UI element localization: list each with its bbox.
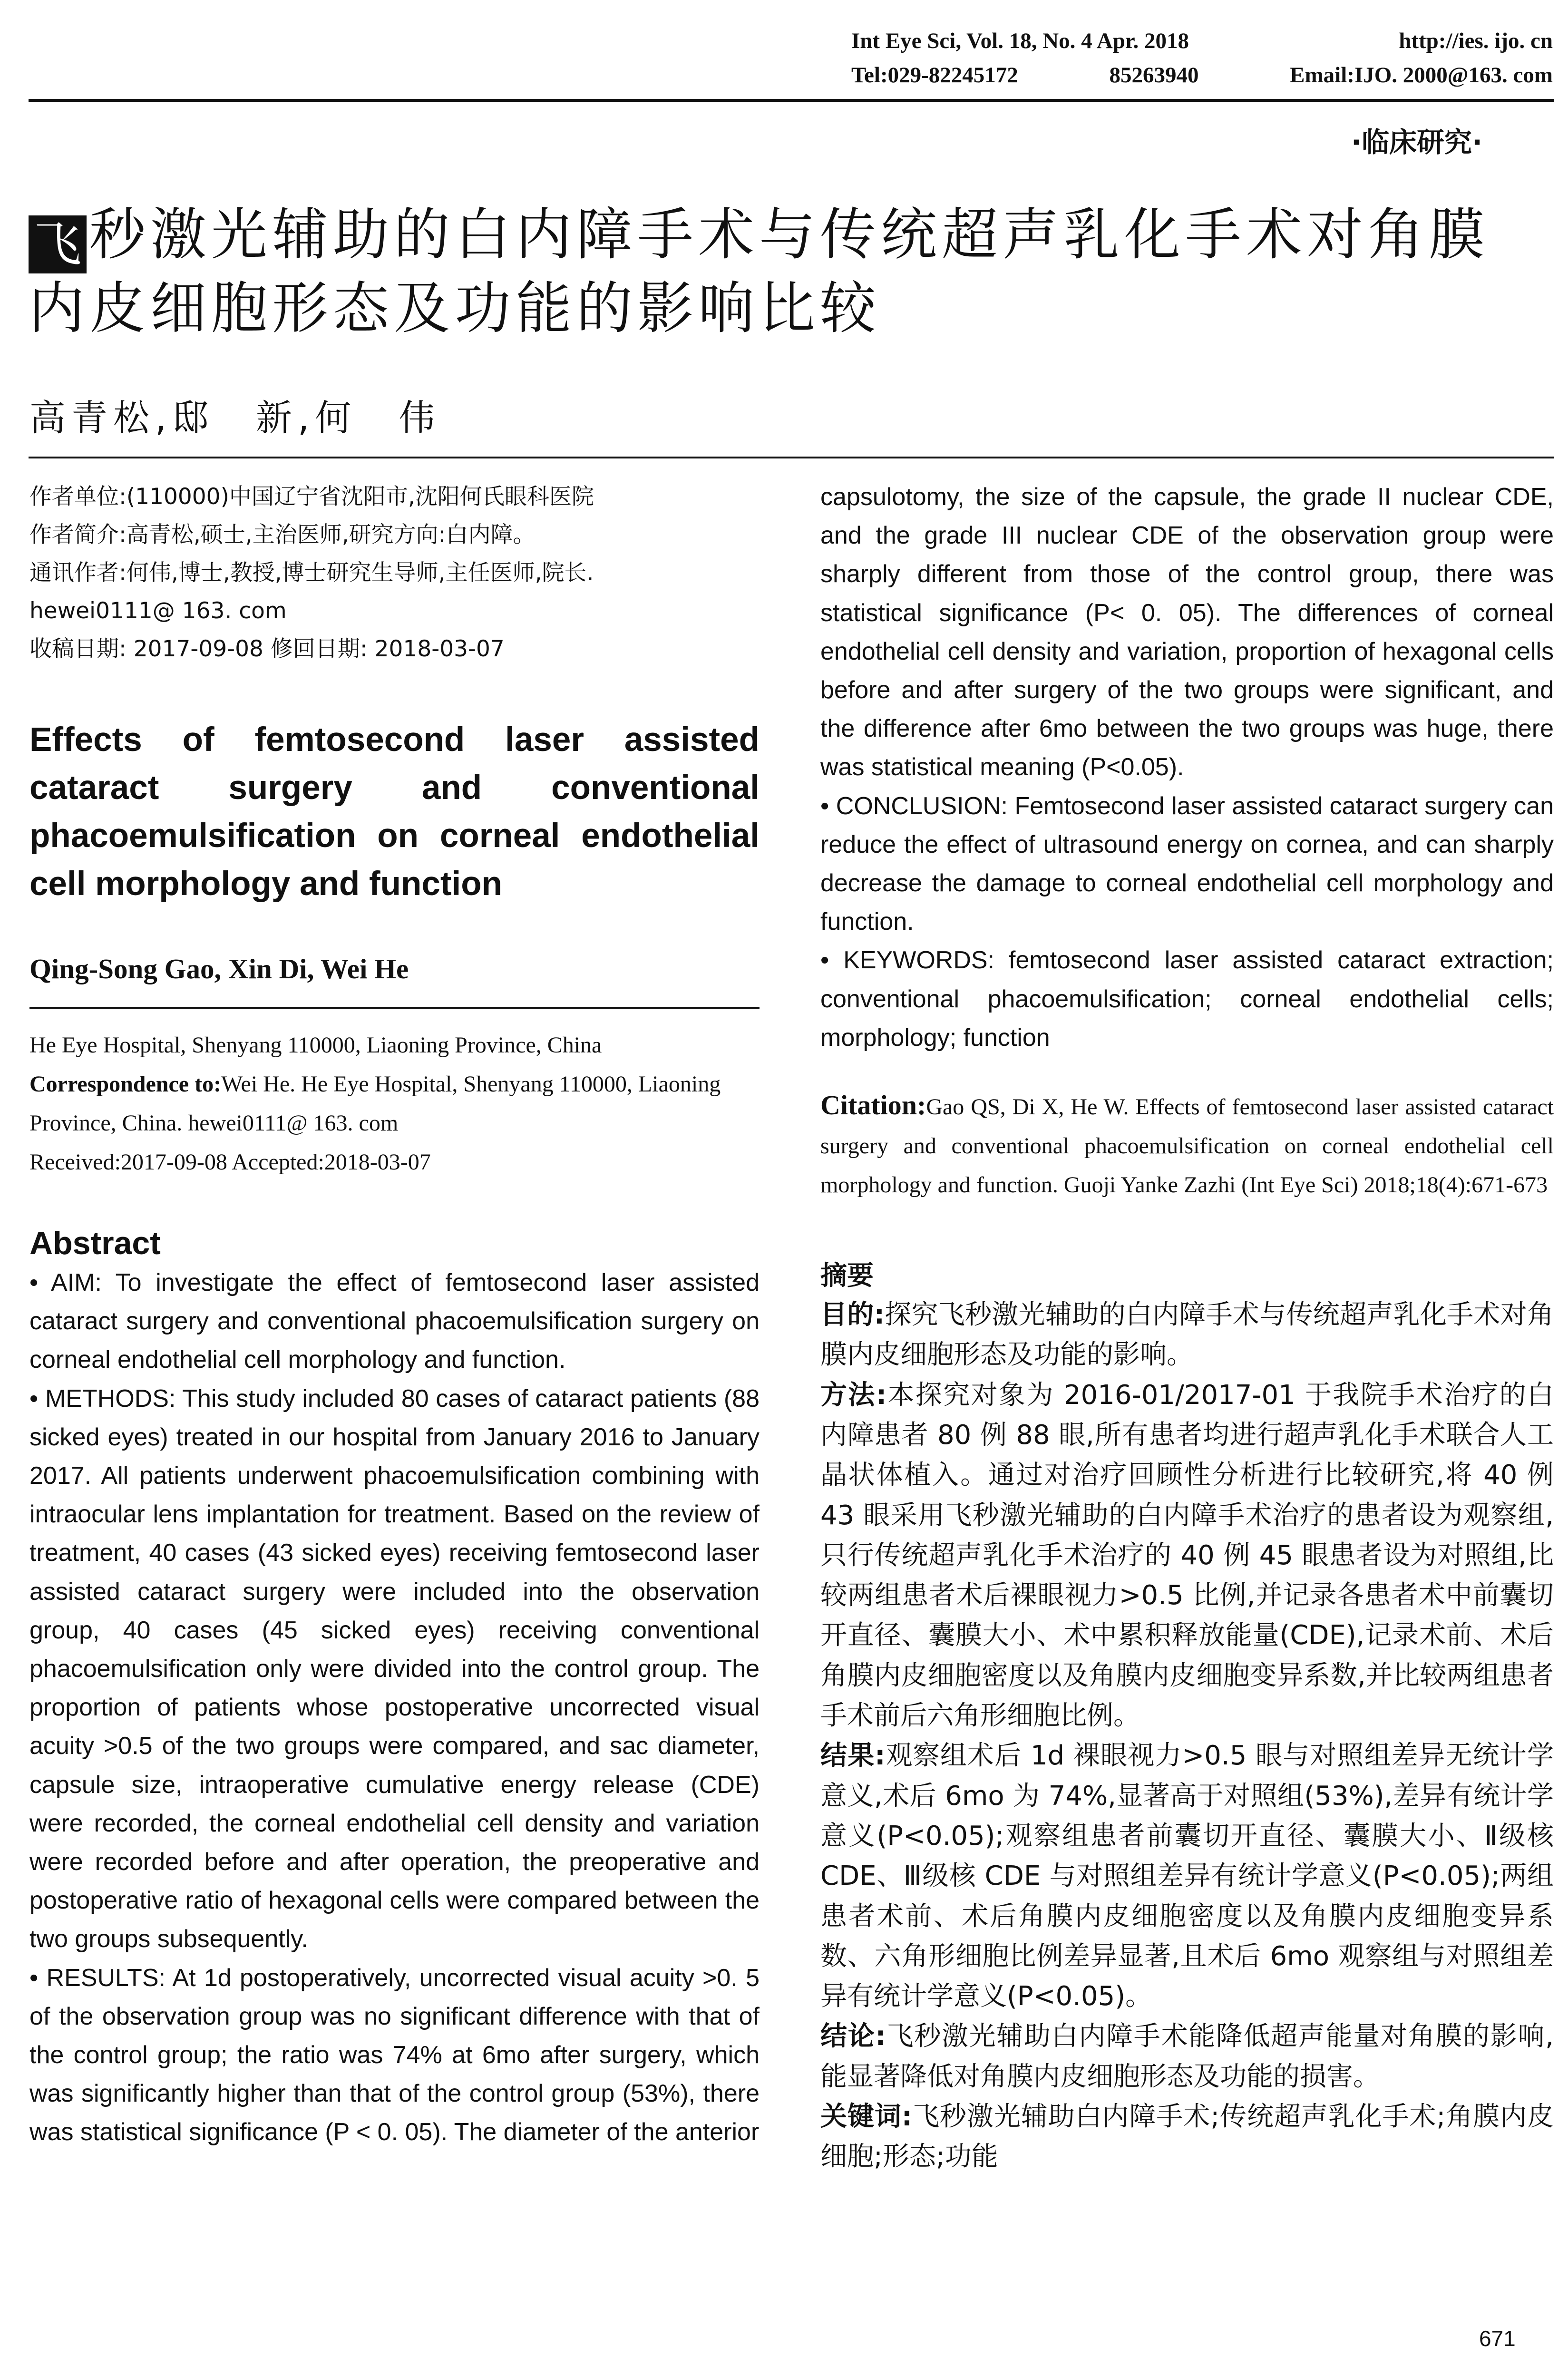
abstract-methods: • METHODS: This study included 80 cases of cataract patients (88 sicked eyes) treated in our hospital from January 2016 to January 2017. All patients underwent phacoemulsification combining with intraocular lens implantation for treatment. Based on the review of treatment, 40 cases (43 sicked eyes) receiving femtosecond laser assisted cataract surgery were included into the observation group, 40 cases (45 sicked eyes) receiving conventional phacoemulsification only were divided into the control group. The proportion of patients whose postoperative uncorrected visual acuity >0.5 of the two groups were compared, and sac diameter, capsule size, intraoperative cumulative energy release (CDE) were recorded, the corneal endothelial cell density and variation were recorded before and after operation, the preoperative and postoperative ratio of hexagonal cells were compared between the two groups subsequently. (29, 1384, 760, 1953)
affiliation-line: He Eye Hospital, Shenyang 110000, Liaoning Province, China (29, 1033, 602, 1058)
english-authors: Qing-Song Gao, Xin Di, Wei He (29, 953, 409, 984)
english-title: Effects of femtosecond laser assisted cataract surgery and conventional phacoemulsification on corneal endothelial cell morphology and function (29, 721, 760, 903)
title-initial-glyph: 飞 (29, 215, 87, 273)
dates-cn: 收稿日期: 2017-09-08 修回日期: 2018-03-07 (29, 636, 505, 662)
abstract-aim: • AIM: To investigate the effect of femtosecond laser assisted cataract surgery and conventional phacoemulsification surgery on corneal endothelial cell morphology and function. (29, 1269, 760, 1374)
author-info-cn (29, 478, 760, 668)
title-rule (29, 457, 1554, 458)
author-unit: 作者单位:(110000)中国辽宁省沈阳市,沈阳何氏眼科医院 (29, 484, 594, 510)
section-tag: ·临床研究· (1351, 126, 1482, 158)
abstract-right (820, 478, 1554, 1057)
cn-abstract-heading: 摘要 (820, 1260, 874, 1292)
authors-chinese: 高青松,邸 新,何 伟 (29, 397, 441, 439)
received-accepted: Received:2017-09-08 Accepted:2018-03-07 (29, 1150, 431, 1175)
corresponding-email[interactable]: hewei0111@ 163. com (29, 598, 287, 624)
article-title (29, 200, 1560, 343)
abstract-conclusion: • CONCLUSION: Femtosecond laser assisted cataract surgery can reduce the effect of ultrasound energy on cornea, and can sharply decrease the damage to corneal endothelial cell morphology and function. (820, 792, 1554, 936)
running-header (851, 24, 1553, 92)
page-number: 671 (1479, 2326, 1516, 2351)
header-journal: Int Eye Sci, Vol. 18, No. 4 Apr. 2018 (851, 29, 1189, 53)
title-line-2: 内皮细胞形态及功能的影响比较 (29, 275, 881, 341)
affiliation (29, 1026, 760, 1182)
abstract-keywords: • KEYWORDS: femtosecond laser assisted cataract extraction; conventional phacoemulsification; corneal endothelial cells; morphology; function (820, 946, 1554, 1052)
corresponding-author: 通讯作者:何伟,博士,教授,博士研究生导师,主任医师,院长. (29, 560, 594, 586)
left-column (29, 478, 760, 2152)
correspondence: Correspondence to:Wei He. He Eye Hospital, Shenyang 110000, Liaoning Province, China. hewei0111@ 163. com (29, 1072, 721, 1136)
abstract-results-part1: • RESULTS: At 1d postoperatively, uncorrected visual acuity >0. 5 of the observation group was no significant difference with that of the control group; the ratio was 74% at 6mo after surgery, which was significantly higher than that of the control group (53%), there was statistical significance (P < 0. 05). The diameter of the anterior (29, 1964, 760, 2146)
cn-keywords: 关键词:飞秒激光辅助白内障手术;传统超声乳化手术;角膜内皮细胞;形态;功能 (820, 2101, 1554, 2172)
header-tel2: 85263940 (1109, 63, 1199, 88)
header-rule (29, 99, 1554, 102)
abstract-left (29, 1264, 760, 2152)
header-email[interactable]: Email:IJO. 2000@163. com (1290, 63, 1553, 88)
right-column (820, 478, 1554, 2177)
citation-text: Gao QS, Di X, He W. Effects of femtosecond laser assisted cataract surgery and conventional phacoemulsification on corneal endothelial cell morphology and function. Guoji Yanke Zazhi (Int Eye Sci) 2018;18(4):671-673 (820, 1094, 1554, 1198)
author-bio: 作者简介:高青松,硕士,主治医师,研究方向:白内障。 (29, 522, 536, 548)
header-tel: Tel:029-82245172 (851, 63, 1018, 88)
cn-methods: 方法:本探究对象为 2016-01/2017-01 于我院手术治疗的白内障患者 80 例 88 眼,所有患者均进行超声乳化手术联合人工晶状体植入。通过对治疗回顾性分析进行比较研究,将 40 例 43 眼采用飞秒激光辅助的白内障手术治疗的患者设为观察组,只行传统超声乳化手术治疗的 40 例 45 眼患者设为对照组,比较两组患者术后裸眼视力>0.5 比例,并记录各患者术中前囊切开直径、囊膜大小、术中累积释放能量(CDE),记录术前、术后角膜内皮细胞密度以及角膜内皮细胞变异系数,并比较两组患者手术前后六角形细胞比例。 (820, 1379, 1554, 1732)
cn-aim: 目的:探究飞秒激光辅助的白内障手术与传统超声乳化手术对角膜内皮细胞形态及功能的影响。 (820, 1299, 1554, 1371)
citation-label: Citation: (820, 1090, 926, 1121)
abstract-heading: Abstract (29, 1225, 161, 1261)
cn-conclusion: 结论:飞秒激光辅助白内障手术能降低超声能量对角膜的影响,能显著降低对角膜内皮细胞形态及功能的损害。 (820, 2021, 1554, 2092)
title-line-1: 秒激光辅助的白内障手术与传统超声乳化手术对角膜 (89, 202, 1490, 267)
citation (820, 1086, 1554, 1205)
cn-results: 结果:观察组术后 1d 裸眼视力>0.5 眼与对照组差异无统计学意义,术后 6mo 为 74%,显著高于对照组(53%),差异有统计学意义(P<0.05);观察组患者前囊切开直径、囊膜大小、Ⅱ级核 CDE、Ⅲ级核 CDE 与对照组差异有统计学意义(P<0.05);两组患者术前、术后角膜内皮细胞密度以及角膜内皮细胞变异系数、六角形细胞比例差异显著,且术后 6mo 观察组与对照组差异有统计学意义(P<0.05)。 (820, 1740, 1554, 2012)
abstract-results-part2: capsulotomy, the size of the capsule, the grade II nuclear CDE, and the grade III nuclear CDE of the observation group were sharply different from those of the control group, there was statistical significance (P< 0. 05). The differences of corneal endothelial cell density and variation, proportion of hexagonal cells before and after surgery of the two groups were significant, and the difference after 6mo between the two groups was huge, there was statistical meaning (P<0.05). (820, 483, 1554, 781)
authors-rule (29, 1007, 760, 1009)
header-url[interactable]: http://ies. ijo. cn (1399, 29, 1553, 53)
cn-abstract (820, 1295, 1554, 2177)
